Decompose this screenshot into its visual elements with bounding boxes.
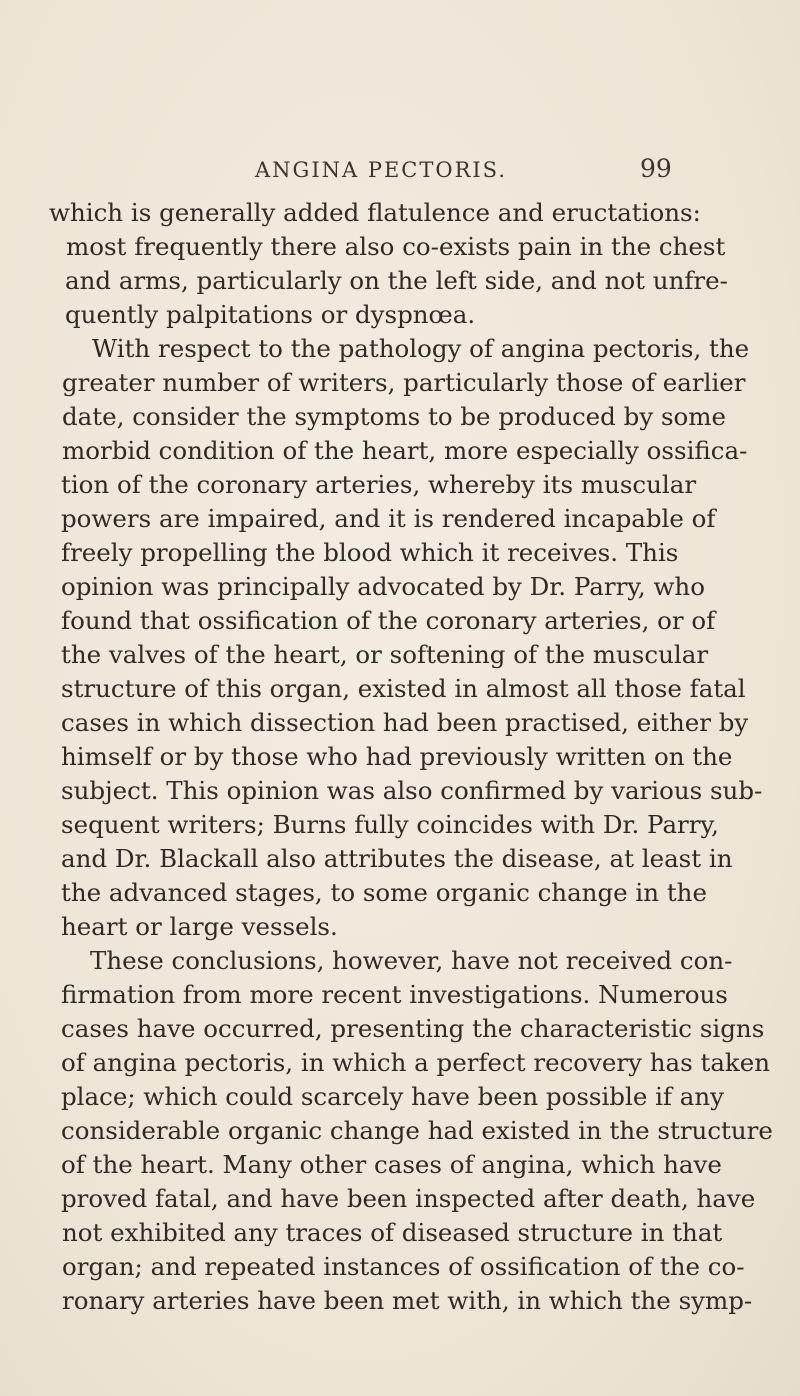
running-title: ANGINA PECTORIS. (255, 158, 507, 182)
paragraph-start-line: These conclusions, however, have not received con- (90, 946, 733, 975)
text-line: cases have occurred, presenting the characteristic signs (61, 1014, 765, 1043)
text-line: date, consider the symptoms to be produced by some (62, 402, 727, 431)
text-line: opinion was principally advocated by Dr. Parry, who (61, 572, 705, 601)
text-line: himself or by those who had previously written on the (61, 742, 733, 771)
text-line: place; which could scarcely have been possible if any (61, 1082, 725, 1111)
text-line: and arms, particularly on the left side, and not unfre- (65, 266, 728, 295)
text-line: powers are impaired, and it is rendered incapable of (61, 504, 716, 533)
text-line: most frequently there also co-exists pain in the chest (66, 232, 726, 261)
text-line: the valves of the heart, or softening of the muscular (61, 640, 709, 669)
text-line: found that ossification of the coronary arteries, or of (61, 606, 716, 635)
text-line: considerable organic change had existed in the structure (61, 1116, 773, 1145)
text-line: subject. This opinion was also confirmed by various sub- (61, 776, 763, 805)
text-line: heart or large vessels. (61, 912, 338, 941)
text-line: organ; and repeated instances of ossification of the co- (62, 1252, 745, 1281)
body-text (36, 196, 800, 1318)
text-line: the advanced stages, to some organic change in the (61, 878, 707, 907)
text-line: not exhibited any traces of diseased structure in that (62, 1218, 723, 1247)
text-line: proved fatal, and have been inspected after death, have (61, 1184, 756, 1213)
text-line: cases in which dissection had been practised, either by (61, 708, 749, 737)
text-line: of the heart. Many other cases of angina, which have (61, 1150, 722, 1179)
text-line: sequent writers; Burns fully coincides with Dr. Parry, (61, 810, 719, 839)
text-line: tion of the coronary arteries, whereby its muscular (61, 470, 697, 499)
text-line: firmation from more recent investigations. Numerous (61, 980, 728, 1009)
page-number: 99 (640, 154, 672, 183)
text-line: ronary arteries have been met with, in which the symp- (62, 1286, 753, 1315)
text-line: of angina pectoris, in which a perfect recovery has taken (61, 1048, 771, 1077)
text-line: freely propelling the blood which it receives. This (61, 538, 679, 567)
text-line: greater number of writers, particularly those of earlier (62, 368, 746, 397)
paragraph-start-line: With respect to the pathology of angina pectoris, the (92, 334, 750, 363)
text-line: morbid condition of the heart, more especially ossifica- (62, 436, 748, 465)
text-line: and Dr. Blackall also attributes the disease, at least in (61, 844, 733, 873)
text-line: which is generally added flatulence and eructations: (49, 198, 701, 227)
text-line: quently palpitations or dyspnœa. (65, 300, 476, 329)
text-line: structure of this organ, existed in almost all those fatal (61, 674, 746, 703)
